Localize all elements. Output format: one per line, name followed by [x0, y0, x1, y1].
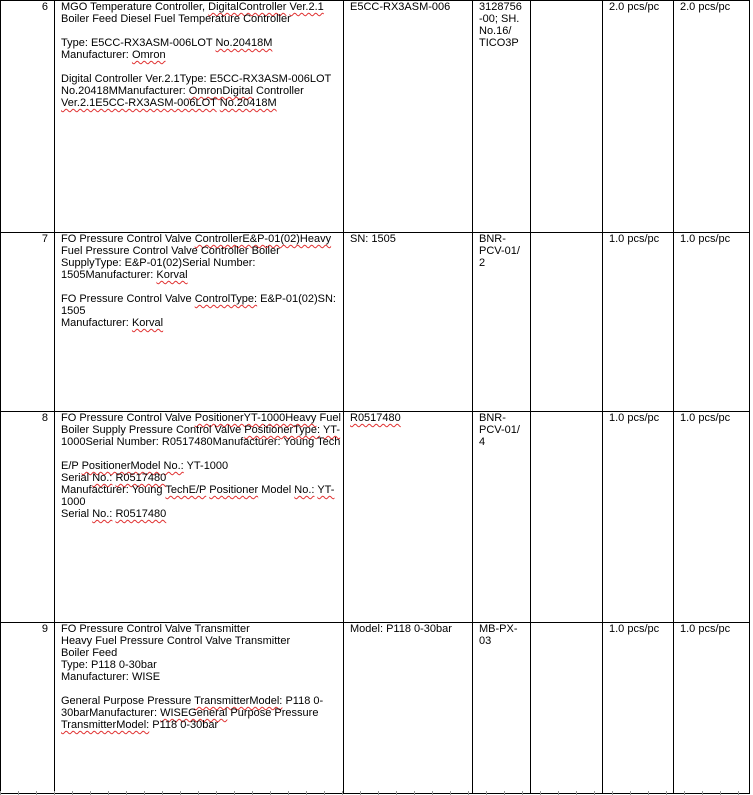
quantity-value: 2.0 pcs/pc [680, 1, 731, 13]
description-line [61, 683, 339, 695]
description-line: E/P PositionerModel No.: YT-1000 [61, 460, 229, 472]
blank-cell [531, 1, 603, 233]
description-line: No.20418MManufacturer: OmronDigital Controller [61, 85, 304, 97]
reference-line: MB-PX- [479, 623, 518, 635]
table-row [1, 233, 750, 412]
reference-line: No.16/ [479, 25, 512, 37]
description-line: Ver.2.1E5CC-RX3ASM-006LOT No.20418M [61, 97, 277, 109]
item-number-cell [1, 233, 55, 412]
reference-cell [473, 623, 531, 794]
description-line: 1000 [61, 496, 86, 508]
quantity-cell [674, 1, 750, 233]
quantity-value: 1.0 pcs/pc [680, 233, 731, 245]
model-line: E5CC-RX3ASM-006 [350, 1, 451, 13]
description-line: Boiler Supply Pressure Control Valve PositionerType: YT- [61, 424, 341, 436]
description-line: Manufacturer: Korval [61, 317, 164, 329]
quantity-cell [603, 1, 674, 233]
parts-table-body [1, 1, 750, 794]
model-cell [344, 233, 473, 412]
description-line: MGO Temperature Controller, DigitalController Ver.2.1 [61, 1, 324, 13]
ruler-ticks [0, 791, 753, 795]
reference-line: 4 [479, 436, 486, 448]
item-number: 6 [41, 1, 48, 13]
description-cell [55, 1, 344, 233]
item-number: 8 [41, 412, 48, 424]
description-line: General Purpose Pressure TransmitterModel: P118 0- [61, 695, 324, 707]
description-line: Boiler Feed [61, 647, 118, 659]
reference-line: 03 [479, 635, 492, 647]
description-line: FO Pressure Control Valve ControlType: E&P-01(02)SN: [61, 293, 336, 305]
quantity-value: 2.0 pcs/pc [609, 1, 660, 13]
description-line: Fuel Pressure Control Valve Controller Boiler [61, 245, 280, 257]
description-line: FO Pressure Control Valve PositionerYT-1000Heavy Fuel [61, 412, 341, 424]
model-cell [344, 1, 473, 233]
quantity-value: 1.0 pcs/pc [609, 623, 660, 635]
item-number: 7 [41, 233, 48, 245]
reference-line: PCV-01/ [479, 245, 520, 257]
description-line: SupplyType: E&P-01(02)Serial Number: [61, 257, 256, 269]
description-cell [55, 412, 344, 623]
item-number-cell [1, 412, 55, 623]
blank-cell [531, 233, 603, 412]
reference-line: 3128756 [479, 1, 522, 13]
model-line: SN: 1505 [350, 233, 396, 245]
description-cell [55, 233, 344, 412]
quantity-value: 1.0 pcs/pc [680, 623, 731, 635]
table-row [1, 412, 750, 623]
reference-line: 2 [479, 257, 486, 269]
model-cell [344, 412, 473, 623]
reference-line: TICO3P [479, 37, 519, 49]
description-line [61, 25, 339, 37]
quantity-cell [603, 412, 674, 623]
description-line [61, 61, 339, 73]
item-number-cell [1, 1, 55, 233]
description-line: 1505 [61, 305, 86, 317]
description-line: 30barManufacturer: WISEGeneral Purpose Pressure [61, 707, 319, 719]
reference-line: BNR- [479, 233, 506, 245]
description-line: Type: P118 0-30bar [61, 659, 157, 671]
description-line: Boiler Feed Diesel Fuel Temperature Controller [61, 13, 291, 25]
reference-line: -00; SH. [479, 13, 520, 25]
quantity-value: 1.0 pcs/pc [609, 233, 660, 245]
description-line [61, 281, 339, 293]
table-row [1, 623, 750, 794]
description-line: 1000Serial Number: R0517480Manufacturer: Young Tech [61, 436, 341, 448]
description-line: FO Pressure Control Valve Transmitter [61, 623, 250, 635]
quantity-value: 1.0 pcs/pc [680, 412, 731, 424]
description-line: Serial No.: R0517480 [61, 472, 167, 484]
quantity-cell [674, 412, 750, 623]
quantity-value: 1.0 pcs/pc [609, 412, 660, 424]
description-line: Manufacturer: WISE [61, 671, 161, 683]
description-line: Heavy Fuel Pressure Control Valve Transmitter [61, 635, 291, 647]
item-number-cell [1, 623, 55, 794]
item-number: 9 [41, 623, 48, 635]
quantity-cell [674, 623, 750, 794]
quantity-cell [603, 623, 674, 794]
description-cell [55, 623, 344, 794]
description-line: Type: E5CC-RX3ASM-006LOT No.20418M [61, 37, 273, 49]
description-line: FO Pressure Control Valve ControllerE&P-01(02)Heavy [61, 233, 332, 245]
quantity-cell [603, 233, 674, 412]
description-line: TransmitterModel: P118 0-30bar [61, 719, 219, 731]
reference-cell [473, 1, 531, 233]
blank-cell [531, 412, 603, 623]
description-line: 1505Manufacturer: Korval [61, 269, 188, 281]
reference-line: BNR- [479, 412, 506, 424]
model-line: Model: P118 0-30bar [350, 623, 452, 635]
reference-cell [473, 412, 531, 623]
description-line [61, 448, 339, 460]
description-line: Serial No.: R0517480 [61, 508, 167, 520]
description-line: Manufacturer: Omron [61, 49, 166, 61]
model-cell [344, 623, 473, 794]
quantity-cell [674, 233, 750, 412]
description-line: Manufacturer: Young TechE/P Positioner Model No.: YT- [61, 484, 335, 496]
reference-cell [473, 233, 531, 412]
description-line: Digital Controller Ver.2.1Type: E5CC-RX3ASM-006LOT [61, 73, 332, 85]
table-row [1, 1, 750, 233]
reference-line: PCV-01/ [479, 424, 520, 436]
model-line: R0517480 [350, 412, 401, 424]
blank-cell [531, 623, 603, 794]
